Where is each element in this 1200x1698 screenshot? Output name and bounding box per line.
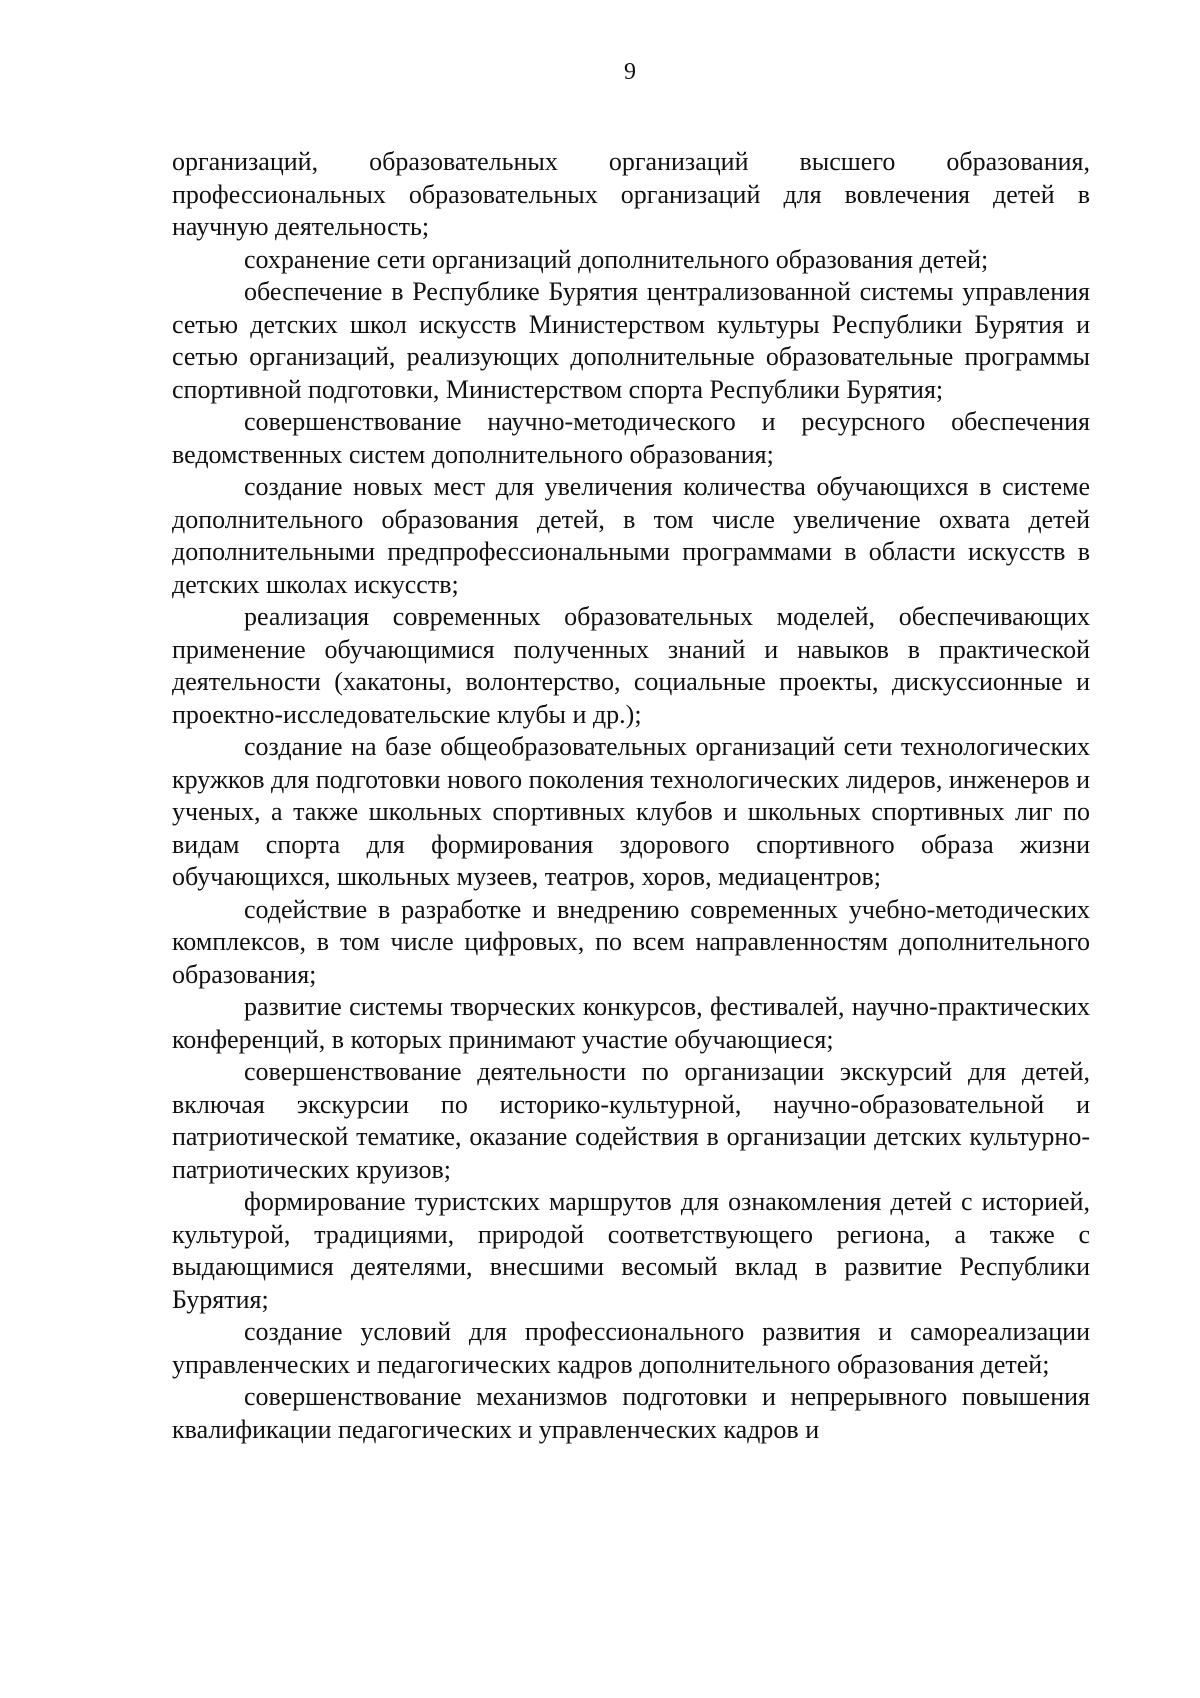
paragraph-training-mechanisms: совершенствование механизмов подготовки и непрерывного повышения квалификации педагогических и управленческих кадров и <box>172 1382 1090 1444</box>
page-number: 9 <box>624 59 636 85</box>
paragraph-educational-models: реализация современных образовательных моделей, обеспечивающих применение обучающимися полученных знаний и навыков в практической деятельности (хакатоны, волонтерство, социальные проекты, дискуссионные и проектно-исследовательские клубы и др.); <box>172 602 1090 729</box>
paragraph-excursions: совершенствование деятельности по организации экскурсий для детей, включая экскурсии по историко-культурной, научно-образовательной и патриотической тематике, оказание содействия в организации детских культурно-патриотических круизов; <box>172 1057 1090 1184</box>
document-body <box>172 146 1090 1446</box>
paragraph-new-places: создание новых мест для увеличения количества обучающихся в системе дополнительного образования детей, в том числе увеличение охвата детей дополнительными предпрофессиональными программами в области искусств в детских школах искусств; <box>172 472 1090 599</box>
paragraph-continuation: организаций, образовательных организаций высшего образования, профессиональных образовательных организаций для вовлечения детей в научную деятельность; <box>172 147 1090 241</box>
paragraph-competitions: развитие системы творческих конкурсов, фестивалей, научно-практических конференций, в которых принимают участие обучающиеся; <box>172 992 1090 1054</box>
paragraph-staff-development: создание условий для профессионального развития и самореализации управленческих и педагогических кадров дополнительного образования детей; <box>172 1317 1090 1379</box>
paragraph-methodological-support: совершенствование научно-методического и ресурсного обеспечения ведомственных систем дополнительного образования; <box>172 407 1090 469</box>
paragraph-teaching-complexes: содействие в разработке и внедрению современных учебно-методических комплексов, в том числе цифровых, по всем направленностям дополнительного образования; <box>172 894 1090 989</box>
paragraph-technology-clubs: создание на базе общеобразовательных организаций сети технологических кружков для подготовки нового поколения технологических лидеров, инженеров и ученых, а также школьных спортивных клубов и школьных спортивных лиг по видам спорта для формирования здорового спортивного образа жизни обучающихся, школьных музеев, театров, хоров, медиацентров; <box>172 732 1090 891</box>
paragraph-network-preservation: сохранение сети организаций дополнительного образования детей; <box>244 244 989 274</box>
paragraph-tourist-routes: формирование туристских маршрутов для ознакомления детей с историей, культурой, традициями, природой соответствующего региона, а также с выдающимися деятелями, внесшими весомый вклад в развитие Республики Бурятия; <box>172 1187 1090 1314</box>
paragraph-centralized-system: обеспечение в Республике Бурятия централизованной системы управления сетью детских школ искусств Министерством культуры Республики Бурятия и сетью организаций, реализующих дополнительные образовательные программы спортивной подготовки, Министерством спорта Республики Бурятия; <box>172 277 1090 404</box>
